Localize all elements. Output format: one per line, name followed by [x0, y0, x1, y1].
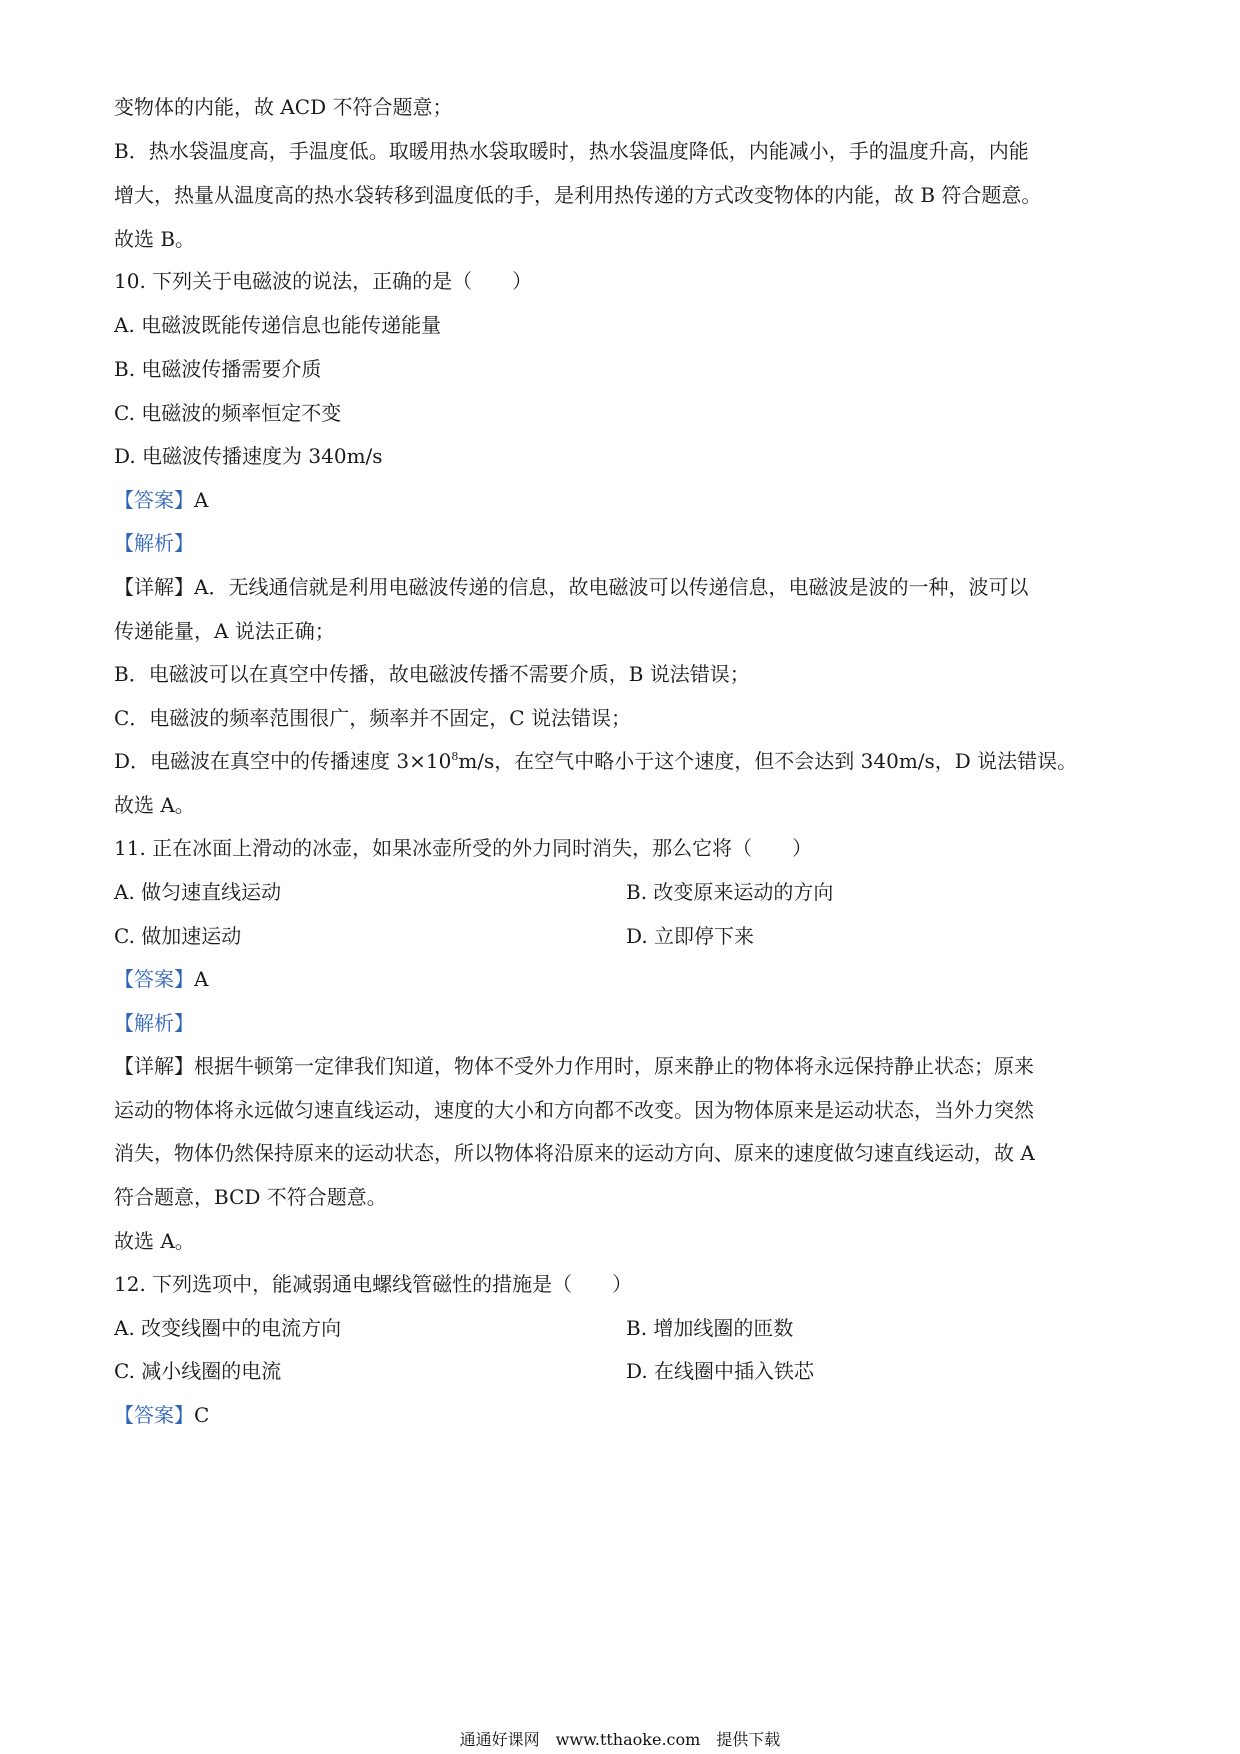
answer-tag: 【答案】: [114, 488, 194, 512]
analysis-tag: 【解析】: [114, 1011, 194, 1035]
question-12-answer: [114, 1402, 209, 1428]
detail-text: m/s，在空气中略小于这个速度，但不会达到 340m/s，D 说法错误。: [458, 749, 1078, 773]
answer-value: C: [194, 1403, 210, 1427]
question-10-detail: [114, 574, 1028, 600]
text-line: B．热水袋温度高，手温度低。取暖用热水袋取暖时，热水袋温度降低，内能减小，手的温度升高，内能: [114, 139, 1029, 163]
question-12-title: 12. 下列选项中，能减弱通电螺线管磁性的措施是（ ）: [114, 1272, 633, 1296]
detail-tag: 【详解】: [114, 1054, 194, 1078]
text-line: 消失，物体仍然保持原来的运动状态，所以物体将沿原来的运动方向、原来的速度做匀速直线运动，故 A: [114, 1141, 1035, 1165]
page-footer: 通通好课网 www.tthaoke.com 提供下载: [459, 1730, 781, 1749]
question-12-option-b: B. 增加线圈的匝数: [626, 1316, 794, 1340]
conclusion-text: 故选 A。: [114, 1229, 195, 1253]
text-line: [114, 748, 1077, 774]
detail-tag: 【详解】: [114, 575, 194, 599]
question-11-option-d: D. 立即停下来: [626, 924, 755, 948]
question-12-option-c: C. 减小线圈的电流: [114, 1359, 282, 1383]
answer-tag: 【答案】: [114, 1403, 194, 1427]
question-11-option-c: C. 做加速运动: [114, 924, 242, 948]
question-11-option-b: B. 改变原来运动的方向: [626, 880, 834, 904]
detail-text: A．无线通信就是利用电磁波传递的信息，故电磁波可以传递信息，电磁波是波的一种，波可以: [194, 575, 1029, 599]
conclusion-text: 故选 A。: [114, 793, 195, 817]
question-10-answer: [114, 487, 208, 513]
question-12-option-a: A. 改变线圈中的电流方向: [114, 1316, 342, 1340]
analysis-tag: 【解析】: [114, 531, 194, 555]
question-10-option-a: A. 电磁波既能传递信息也能传递能量: [114, 313, 442, 337]
conclusion-text: 故选 B。: [114, 227, 196, 251]
text-line: B．电磁波可以在真空中传播，故电磁波传播不需要介质，B 说法错误；: [114, 662, 750, 686]
question-11-title: 11. 正在冰面上滑动的冰壶，如果冰壶所受的外力同时消失，那么它将（ ）: [114, 836, 813, 860]
answer-tag: 【答案】: [114, 967, 194, 991]
question-11-answer: [114, 966, 208, 992]
answer-value: A: [194, 488, 209, 512]
answer-value: A: [194, 967, 209, 991]
text-line: 符合题意，BCD 不符合题意。: [114, 1185, 387, 1209]
text-line: 运动的物体将永远做匀速直线运动，速度的大小和方向都不改变。因为物体原来是运动状态，当外力突然: [114, 1098, 1034, 1122]
text-line: 变物体的内能，故 ACD 不符合题意；: [114, 95, 453, 119]
question-11-option-a: A. 做匀速直线运动: [114, 880, 282, 904]
detail-text: 根据牛顿第一定律我们知道，物体不受外力作用时，原来静止的物体将永远保持静止状态；原来: [194, 1054, 1034, 1078]
exponent: 8: [451, 750, 459, 763]
question-10-option-c: C. 电磁波的频率恒定不变: [114, 401, 342, 425]
question-10-title: 10. 下列关于电磁波的说法，正确的是（ ）: [114, 269, 533, 293]
text-line: 传递能量，A 说法正确；: [114, 619, 335, 643]
text-line: C．电磁波的频率范围很广，频率并不固定，C 说法错误；: [114, 706, 631, 730]
question-10-option-b: B. 电磁波传播需要介质: [114, 357, 322, 381]
question-12-option-d: D. 在线圈中插入铁芯: [626, 1359, 815, 1383]
text-line: 增大，热量从温度高的热水袋转移到温度低的手，是利用热传递的方式改变物体的内能，故 B 符合题意。: [114, 183, 1042, 207]
detail-text: D．电磁波在真空中的传播速度 3×10: [114, 749, 452, 773]
question-10-option-d: D. 电磁波传播速度为 340m/s: [114, 444, 383, 468]
question-11-detail: [114, 1053, 1034, 1079]
